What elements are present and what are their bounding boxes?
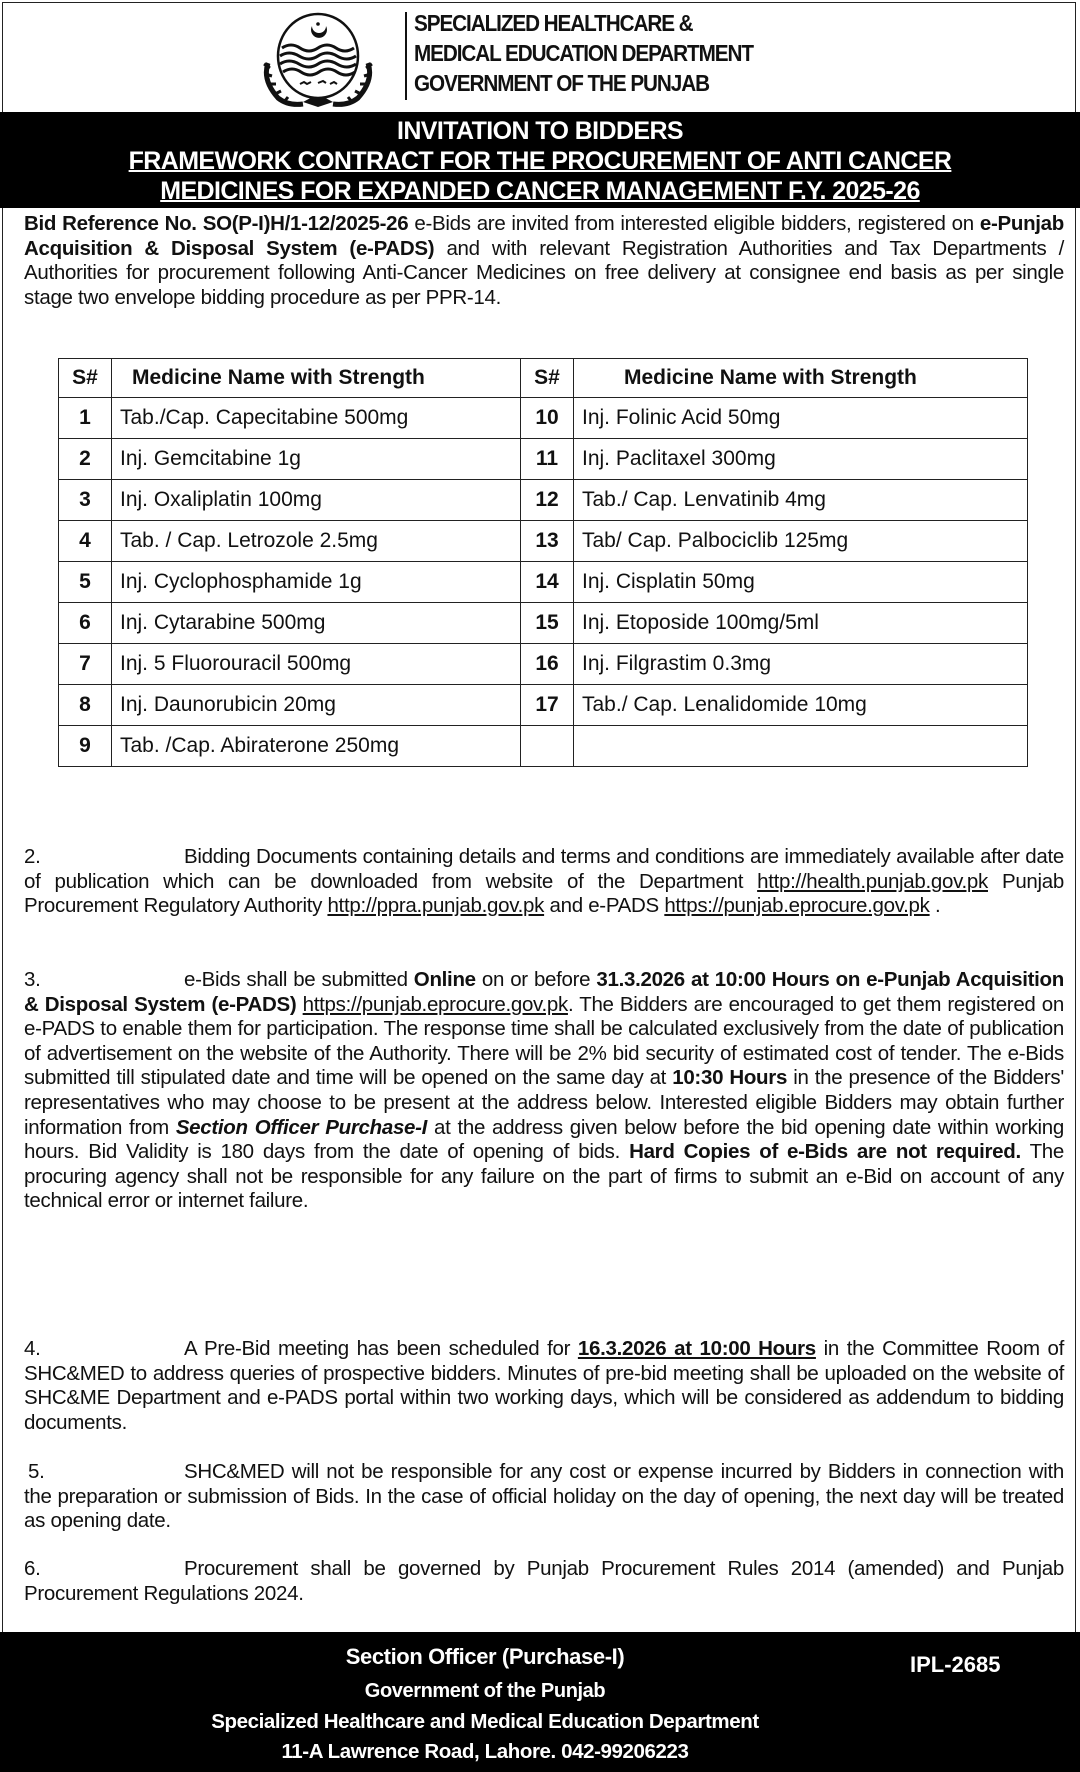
government-name: Government of the Punjab (364, 1680, 606, 1702)
paragraph-3: 3. e-Bids shall be submitted Online on or before 31.3.2026 at 10:00 Hours on e-Punjab Acquisition & Disposal System (e-PADS) https://punjab.eprocure.gov.pk. The Bidders are encouraged to get them registered on e-PADS to enable them for participation. The response time shall be calculated exclusively from the date of publication of advertisement on the website of the Authority. There will be 2% bid security of estimated cost of tender. The e-Bids submitted till stipulated date and time will be opened on the same day at 10:30 Hours in the presence of the Bidders' representatives who may choose to be present at the address below. Interested eligible Bidders may obtain further information from Section Officer Purchase-I at the address given below before the bid opening date within working hours. Bid Validity is 180 days from the date of opening of bids. Hard Copies of e-Bids are not required. The procuring agency shall not be responsible for any failure on the part of firms to submit an e-Bid on account of any technical error or internet failure. (24, 968, 1064, 1213)
table-row: 9 Tab. /Cap. Abiraterone 250mg (59, 726, 1028, 767)
paragraph-number: 2. (24, 845, 41, 868)
notice-subtitle-line-2: MEDICINES FOR EXPANDED CANCER MANAGEMENT F.Y. 2025-26 (160, 177, 920, 205)
table-row: 1 Tab./Cap. Capecitabine 500mg 10 Inj. Folinic Acid 50mg (59, 398, 1028, 439)
punjab-emblem-icon (248, 8, 388, 108)
ipl-number: IPL-2685 (910, 1652, 1001, 1677)
table-row: 7 Inj. 5 Fluorouracil 500mg 16 Inj. Filgrastim 0.3mg (59, 644, 1028, 685)
dept-line-1: SPECIALIZED HEALTHCARE & (414, 10, 693, 36)
health-dept-link[interactable]: http://health.punjab.gov.pk (757, 869, 988, 893)
paragraph-6: 6. Procurement shall be governed by Punjab Procurement Rules 2014 (amended) and Punjab Procurement Regulations 2024. (24, 1557, 1064, 1605)
dept-line-2: MEDICAL EDUCATION DEPARTMENT (414, 40, 753, 66)
epads-link[interactable]: https://punjab.eprocure.gov.pk (664, 894, 930, 918)
paragraph-2: 2. Bidding Documents containing details and terms and conditions are immediately available after date of publication which can be downloaded from website of the Department http://health.punjab.gov.pk Punjab Procurement Regulatory Authority http://ppra.punjab.gov.pk and e-PADS https://punjab.eprocure.gov.pk . (24, 845, 1064, 918)
notice-subtitle-line-1: FRAMEWORK CONTRACT FOR THE PROCUREMENT OF ANTI CANCER (128, 147, 952, 175)
table-row: 4 Tab. / Cap. Letrozole 2.5mg 13 Tab/ Cap. Palbociclib 125mg (59, 521, 1028, 562)
medicines-table (58, 358, 1028, 767)
notice-heading: INVITATION TO BIDDERS (396, 117, 684, 145)
col-header-sn: S# (59, 359, 112, 398)
header-divider (405, 12, 407, 100)
title-band (0, 112, 1080, 208)
pre-bid-date: 16.3.2026 at 10:00 Hours (577, 1337, 816, 1360)
intro-paragraph: Bid Reference No. SO(P-I)H/1-12/2025-26 e-Bids are invited from interested eligible bidders, registered on e-Punjab Acquisition & Disposal System (e-PADS) and with relevant Registration Authorities and Tax Departments / Authorities for procurement following Anti-Cancer Medicines on free delivery at consignee end basis as per single stage two envelope bidding procedure as per PPR-14. (24, 212, 1065, 309)
dept-line-3: GOVERNMENT OF THE PUNJAB (414, 70, 709, 96)
opening-time: 10:30 Hours (672, 1066, 788, 1090)
signature-block (0, 1632, 1080, 1772)
paragraph-4: 4. A Pre-Bid meeting has been scheduled for 16.3.2026 at 10:00 Hours in the Committee Room of SHC&MED to address queries of prospective bidders. Minutes of pre-bid meeting shall be uploaded on the website of SHC&ME Department and e-PADS portal within two working days, which will be considered as addendum to bidding documents. (24, 1337, 1064, 1434)
paragraph-number: 5. (28, 1460, 45, 1483)
bid-reference: Bid Reference No. SO(P-I)H/1-12/2025-26 (24, 212, 409, 235)
epads-name: e-Punjab Acquisition & Disposal System (e-PADS) (24, 212, 1065, 260)
letterhead (0, 0, 1080, 112)
department-name (414, 8, 753, 98)
ppra-link[interactable]: http://ppra.punjab.gov.pk (327, 894, 545, 918)
hard-copies-note: Hard Copies of e-Bids are not required. (629, 1140, 1021, 1164)
officer-title: Section Officer (Purchase-I) (345, 1644, 625, 1669)
col-header-sn-2: S# (521, 359, 574, 398)
paragraph-number: 3. (24, 968, 41, 991)
paragraph-number: 6. (24, 1557, 41, 1580)
col-header-medicine-2: Medicine Name with Strength (574, 359, 1028, 398)
table-row: 8 Inj. Daunorubicin 20mg 17 Tab./ Cap. Lenalidomide 10mg (59, 685, 1028, 726)
paragraph-5: 5. SHC&MED will not be responsible for any cost or expense incurred by Bidders in connection with the preparation or submission of Bids. In the case of official holiday on the day of opening, the next day will be treated as opening date. (24, 1460, 1064, 1533)
contact-officer: Section Officer Purchase-I (175, 1115, 428, 1139)
table-row: 2 Inj. Gemcitabine 1g 11 Inj. Paclitaxel 300mg (59, 439, 1028, 480)
col-header-medicine: Medicine Name with Strength (112, 359, 521, 398)
table-row: 6 Inj. Cytarabine 500mg 15 Inj. Etoposide 100mg/5ml (59, 603, 1028, 644)
department-full-name: Specialized Healthcare and Medical Education Department (211, 1710, 759, 1733)
address-phone: 11-A Lawrence Road, Lahore. 042-99206223 (281, 1740, 689, 1763)
submission-deadline: 31.3.2026 at 10:00 Hours on e-Punjab Acquisition & Disposal System (e-PADS) (24, 968, 1064, 1016)
table-row: 5 Inj. Cyclophosphamide 1g 14 Inj. Cisplatin 50mg (59, 562, 1028, 603)
epads-link[interactable]: https://punjab.eprocure.gov.pk (302, 992, 568, 1016)
table-header-row (59, 359, 1028, 398)
paragraph-number: 4. (24, 1337, 41, 1360)
table-row: 3 Inj. Oxaliplatin 100mg 12 Tab./ Cap. Lenvatinib 4mg (59, 480, 1028, 521)
